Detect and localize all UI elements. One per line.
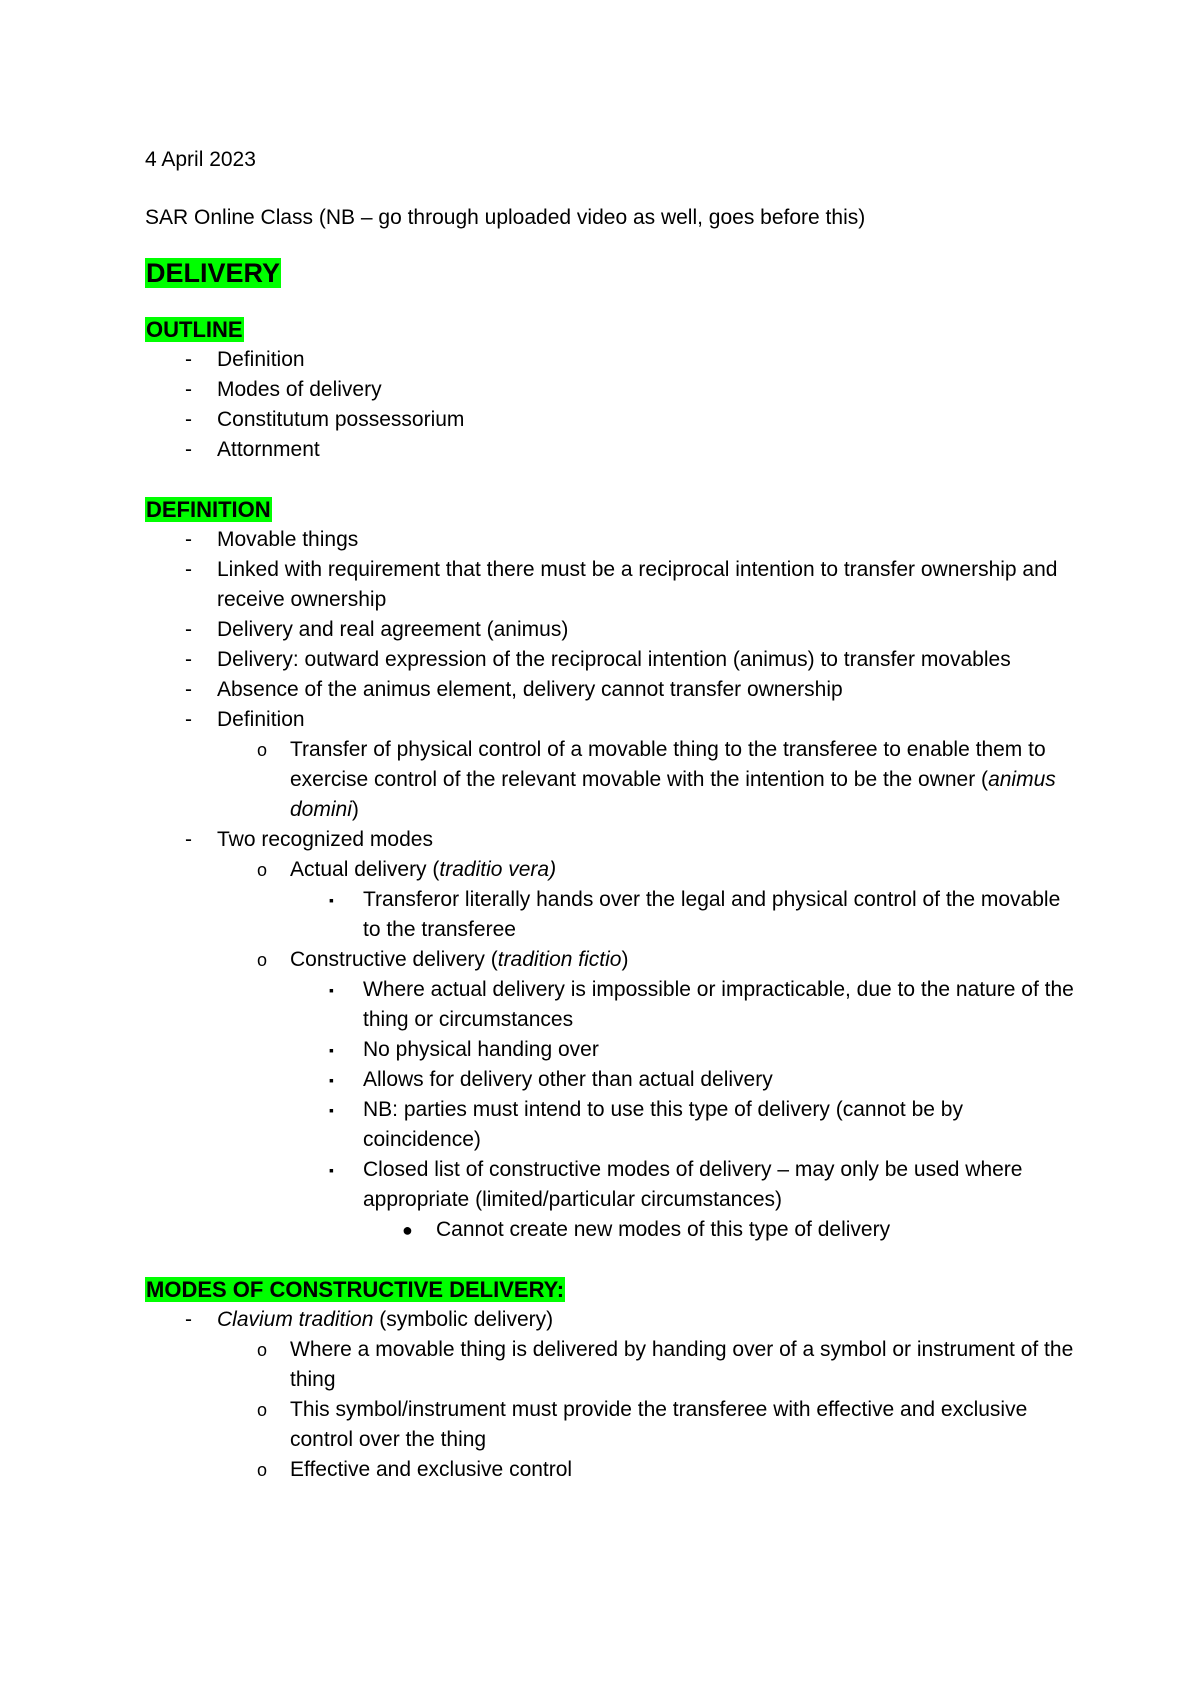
list-item-text: Constructive delivery (	[290, 948, 498, 971]
italic-term: tradition fictio	[497, 948, 622, 971]
list-item-text: Definition	[217, 708, 305, 731]
modes-list	[145, 1305, 1075, 1485]
list-item-text: Actual delivery (	[290, 858, 440, 881]
list-item-text: )	[351, 798, 359, 821]
circle-marker: o	[257, 1460, 268, 1480]
list-item-text: NB: parties must intend to use this type of delivery (cannot be by coincidence)	[363, 1098, 963, 1151]
list-item-text: Attornment	[217, 438, 320, 461]
dash-marker: -	[185, 1308, 192, 1331]
class-note: SAR Online Class (NB – go through uploaded video as well, goes before this)	[145, 206, 866, 229]
list-item-text: Delivery: outward expression of the reciprocal intention (animus) to transfer movables	[217, 648, 1011, 671]
list-item-text: Movable things	[217, 528, 359, 551]
square-marker: ▪	[329, 982, 334, 998]
dash-marker: -	[185, 348, 192, 371]
list-item-text: Allows for delivery other than actual delivery	[363, 1068, 773, 1091]
list-item-text: This symbol/instrument must provide the transferee with effective and exclusive control over the thing	[290, 1398, 1028, 1451]
list-item	[145, 1395, 1075, 1455]
list-item-text: Delivery and real agreement (animus)	[217, 618, 569, 641]
list-item	[145, 615, 1075, 645]
circle-marker: o	[257, 950, 268, 970]
circle-marker: o	[257, 1400, 268, 1420]
list-item	[145, 855, 1075, 885]
list-item	[145, 1155, 1075, 1215]
bullet-marker: ●	[402, 1220, 413, 1240]
list-item	[145, 885, 1075, 945]
title-heading	[145, 253, 1075, 293]
circle-marker: o	[257, 1340, 268, 1360]
list-item-text: )	[621, 948, 629, 971]
list-item	[145, 1065, 1075, 1095]
dash-marker: -	[185, 828, 192, 851]
dash-marker: -	[185, 558, 192, 581]
square-marker: ▪	[329, 1162, 334, 1178]
circle-marker: o	[257, 860, 268, 880]
outline-list	[145, 345, 1075, 465]
italic-term: animus domini	[290, 768, 1056, 821]
definition-heading-text: DEFINITION	[146, 497, 271, 522]
definition-list	[145, 525, 1075, 1245]
modes-heading-text: MODES OF CONSTRUCTIVE DELIVERY:	[146, 1277, 565, 1302]
list-item-text: No physical handing over	[363, 1038, 599, 1061]
list-item	[145, 1095, 1075, 1155]
list-item-text: Transferor literally hands over the legal and physical control of the movable to the transferee	[363, 888, 1061, 941]
list-item	[145, 975, 1075, 1035]
dash-marker: -	[185, 618, 192, 641]
dash-marker: -	[185, 378, 192, 401]
list-item-text: Absence of the animus element, delivery cannot transfer ownership	[217, 678, 843, 701]
list-item	[145, 705, 1075, 735]
square-marker: ▪	[329, 1042, 334, 1058]
square-marker: ▪	[329, 1072, 334, 1088]
dash-marker: -	[185, 708, 192, 731]
list-item-text: Linked with requirement that there must be a reciprocal intention to transfer ownership and receive ownership	[217, 558, 1058, 611]
definition-heading	[145, 495, 1075, 525]
list-item	[145, 675, 1075, 705]
dash-marker: -	[185, 678, 192, 701]
document-body	[145, 145, 1075, 1515]
list-item-text: Definition	[217, 348, 305, 371]
outline-heading	[145, 315, 1075, 345]
list-item-text: Effective and exclusive control	[290, 1458, 573, 1481]
list-item	[145, 735, 1075, 825]
list-item-text: Cannot create new modes of this type of delivery	[436, 1218, 891, 1241]
list-item	[145, 435, 1075, 465]
dash-marker: -	[185, 438, 192, 461]
date-line: 4 April 2023	[145, 148, 256, 171]
list-item-text: Two recognized modes	[217, 828, 433, 851]
list-item	[145, 825, 1075, 855]
definition-section	[145, 495, 1075, 1245]
list-item-text: (symbolic delivery)	[373, 1308, 554, 1331]
outline-section	[145, 315, 1075, 465]
italic-term: Clavium tradition	[217, 1308, 374, 1331]
list-item-text: Where actual delivery is impossible or impracticable, due to the nature of the thing or circumstances	[363, 978, 1074, 1031]
list-item	[145, 1035, 1075, 1065]
list-item	[145, 525, 1075, 555]
list-item	[145, 555, 1075, 615]
list-item-text: Constitutum possessorium	[217, 408, 465, 431]
list-item-text: Transfer of physical control of a movable thing to the transferee to enable them to exercise control of the relevant movable with the intention to be the owner (	[290, 738, 1046, 791]
list-item	[145, 1305, 1075, 1335]
dash-marker: -	[185, 648, 192, 671]
list-item	[145, 645, 1075, 675]
list-item-text: Closed list of constructive modes of delivery – may only be used where appropriate (limited/particular circumstances)	[363, 1158, 1023, 1211]
title-text: DELIVERY	[146, 258, 281, 288]
modes-heading	[145, 1275, 1075, 1305]
outline-heading-text: OUTLINE	[146, 317, 243, 342]
list-item	[145, 375, 1075, 405]
modes-section	[145, 1275, 1075, 1485]
list-item	[145, 945, 1075, 975]
list-item	[145, 1335, 1075, 1395]
list-item	[145, 405, 1075, 435]
dash-marker: -	[185, 528, 192, 551]
square-marker: ▪	[329, 892, 334, 908]
list-item-text: Where a movable thing is delivered by handing over of a symbol or instrument of the thing	[290, 1338, 1074, 1391]
circle-marker: o	[257, 740, 268, 760]
list-item	[145, 1215, 1075, 1245]
list-item	[145, 345, 1075, 375]
dash-marker: -	[185, 408, 192, 431]
square-marker: ▪	[329, 1102, 334, 1118]
list-item	[145, 1455, 1075, 1485]
list-item-text: Modes of delivery	[217, 378, 382, 401]
italic-term: traditio vera)	[439, 858, 557, 881]
